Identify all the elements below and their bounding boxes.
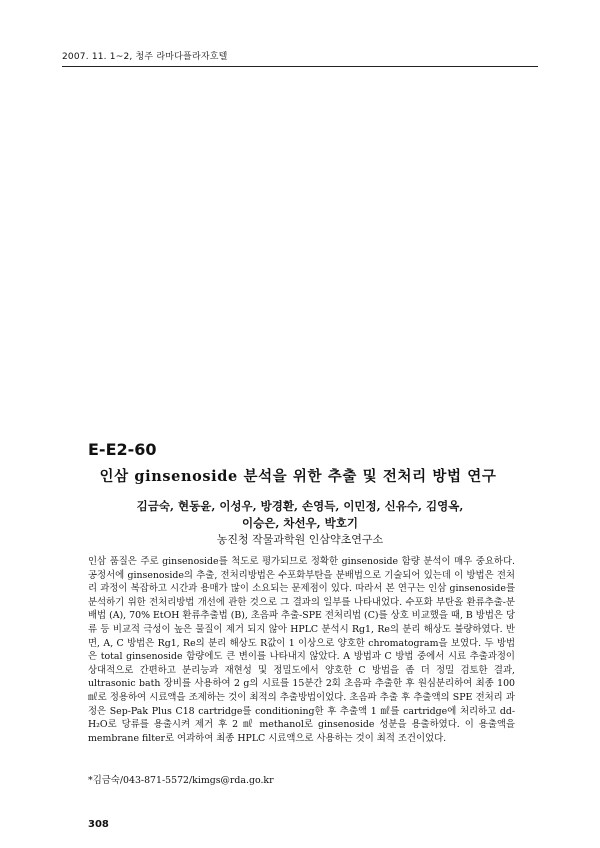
affiliation: 농진청 작물과학원 인삼약초연구소 [216,533,384,546]
header-divider [62,66,538,67]
article-code: E-E2-60 [88,440,157,459]
abstract-body: 인삼 품질은 주로 ginsenoside를 척도로 평가되므로 정확한 ginsenoside 함량 분석이 매우 중요하다. 공정서에 ginsenoside의 추출, 전처리방법은 수포화부탄을 분배법으로 기술되어 있는데 이 방법은 전처리 과정이 복잡하고 시간과 용매가 많이 소요되는 문제점이 있다. 따라서 본 연구는 인삼 ginsenoside를 분석하기 위한 전처리방법 개선에 관한 것으로 그 결과의 일부를 나타내었다. 수포화 부탄올 환류추출-분배법 (A), 70% EtOH 환류추출법 (B), 초음파 추출-SPE 전처리법 (C)를 상호 비교했을 때, B 방법은 당류 등 비교적 극성이 높은 물질이 제거 되지 않아 HPLC 분석시 Rg1, Re의 분리 해상도 불량하였다. 반면, A, C 방법은 Rg1, Re의 분리 해상도 R값이 1 이상으로 양호한 chromatogram을 보였다. 두 방법은 total ginsenoside 함량에도 큰 변이를 나타내지 않았다. A 방법과 C 방법 중에서 시료 추출과정이 상대적으로 간편하고 분리능과 재현성 및 정밀도에서 양호한 C 방법을 좀 더 정밀 검토한 결과, ultrasonic bath 장비를 사용하여 2 g의 시료를 15분간 2회 초음파 추출한 후 원심분리하여 최종 100 ㎖로 정용하여 시료액을 조제하는 것이 최적의 추출방법이었다. 초음파 추출 후 추출액의 SPE 전처리 과정은 Sep-Pak Plus C18 cartridge를 conditioning한 후 추출액 1 ㎖를 cartridge에 처리하고 dd-H₂O로 당류를 용출시켜 제거 후 2 ㎖ methanol로 ginsenoside 성분을 용출하였다. 이 용출액을 membrane filter로 여과하여 최종 HPLC 시료액으로 사용하는 것이 최적 조건이었다. [88,556,515,744]
page-number: 308 [88,819,109,830]
conference-header: 2007. 11. 1~2, 청주 라마다플라자호텔 [62,52,228,62]
author-list: 김금숙, 현동윤, 이성우, 방경환, 손영득, 이민정, 신유수, 김영옥, 이승은, 차선우, 박호기 [136,499,464,530]
contact-info: *김금숙/043-871-5572/kimgs@rda.go.kr [88,775,274,786]
article-title: 인삼 ginsenoside 분석을 위한 추출 및 전처리 방법 연구 [99,468,497,485]
